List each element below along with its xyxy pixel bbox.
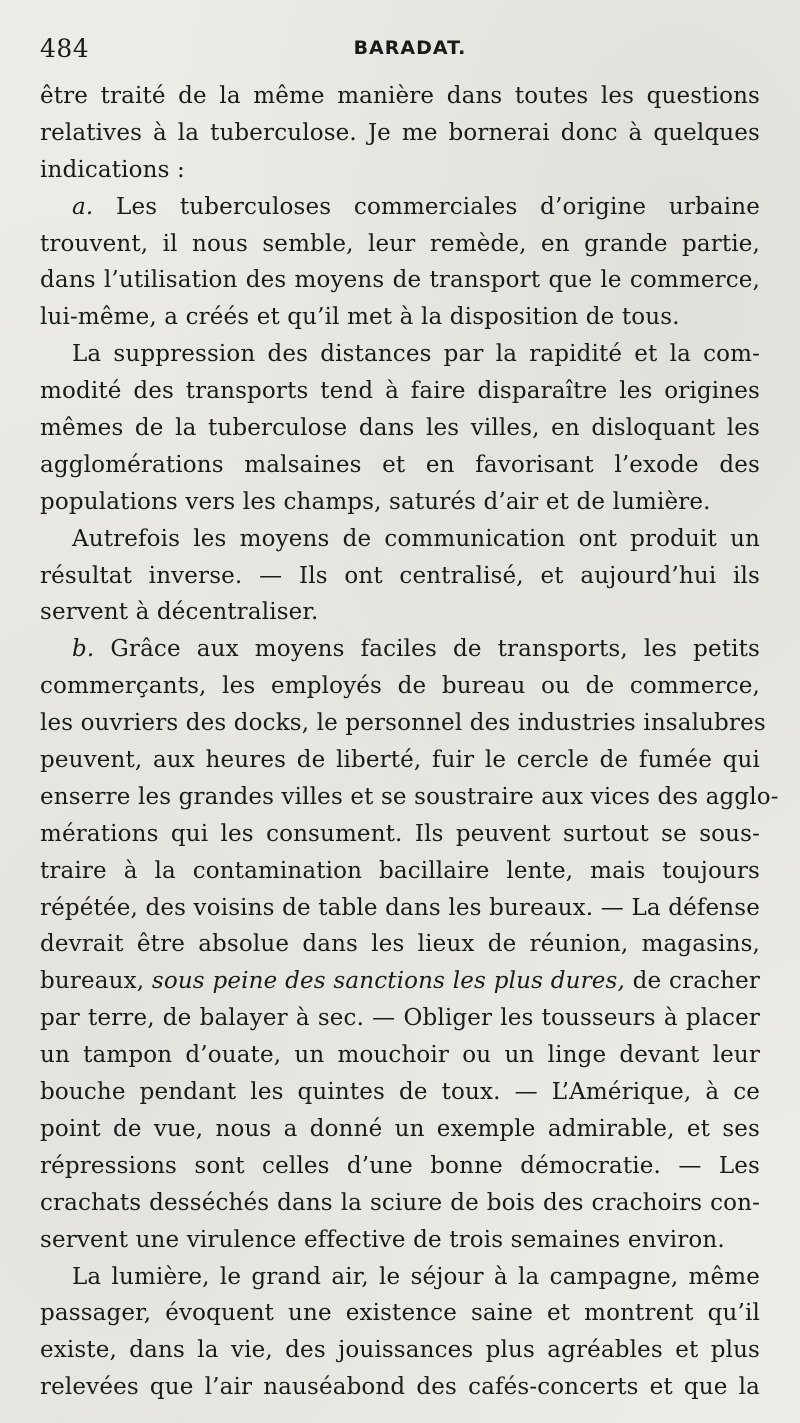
text-line: servent à décentraliser. [40,599,319,626]
list-marker: a. [72,193,94,220]
text-line: La suppression des distances par la rapidité et la com- [72,341,760,368]
text-line: point de vue, nous a donné un exemple admirable, et ses [40,1115,760,1142]
text-line: mérations qui les consument. Ils peuvent surtout se sous- [40,820,760,847]
text-line: être traité de la même manière dans toutes les questions [40,83,760,109]
text-line: traire à la contamination bacillaire lente, mais toujours [40,857,760,884]
text-line [40,963,760,1000]
text-line: passager, évoquent une existence saine et montrent qu’il [40,1300,760,1327]
text-line: crachats desséchés dans la sciure de bois des crachoirs con- [40,1189,760,1216]
body-text [40,78,779,1406]
text-line: trouvent, il nous semble, leur remède, en grande partie, [40,230,760,257]
text-line: par terre, de balayer à sec. — Obliger les tousseurs à placer [40,1005,760,1032]
text-line: enserre les grandes villes et se soustraire aux vices des agglo- [40,783,779,810]
text-line: bouche pendant les quintes de toux. — L’Amérique, à ce [40,1079,760,1106]
text-line: relatives à la tuberculose. Je me bornerai donc à quelques [40,119,760,146]
list-marker: b. [72,636,95,663]
text-line: modité des transports tend à faire disparaître les origines [40,378,760,405]
italic-phrase: sous peine des sanctions les plus dures, [151,968,625,995]
page-header [40,34,760,70]
text-line: peuvent, aux heures de liberté, fuir le cercle de fumée qui [40,747,760,774]
text-line: mêmes de la tuberculose dans les villes, en disloquant les [40,415,760,442]
text-line: résultat inverse. — Ils ont centralisé, et aujourd’hui ils [40,562,760,589]
text-line: La lumière, le grand air, le séjour à la campagne, même [72,1263,760,1290]
text-line: dans l’utilisation des moyens de transport que le commerce, [40,267,760,294]
text-line: existe, dans la vie, des jouissances plus agréables et plus [40,1337,760,1364]
text-line: agglomérations malsaines et en favorisant l’exode des [40,451,760,478]
text-line: devrait être absolue dans les lieux de réunion, magasins, [40,931,760,958]
text-line [40,189,760,226]
text-line: lui-même, a créés et qu’il met à la disposition de tous. [40,304,680,331]
text-segment: de cracher [624,968,760,995]
running-title: BARADAT. [353,37,467,59]
text-line [40,631,760,668]
text-line: les ouvriers des docks, le personnel des industries insalubres [40,710,766,737]
text-line: relevées que l’air nauséabond des cafés-concerts et que la [40,1374,760,1401]
text-segment: Grâce aux moyens faciles de transports, les petits [94,636,760,663]
text-line: servent une virulence effective de trois semaines environ. [40,1226,725,1253]
text-line: populations vers les champs, saturés d’air et de lumière. [40,488,711,515]
text-line: répressions sont celles d’une bonne démocratie. — Les [40,1152,760,1179]
text-line: indications : [40,156,185,183]
text-line: répétée, des voisins de table dans les bureaux. — La défense [40,894,760,921]
text-segment: Les tuberculoses commerciales d’origine urbaine [93,193,760,220]
text-line: commerçants, les employés de bureau ou de commerce, [40,673,760,700]
text-line: un tampon d’ouate, un mouchoir ou un linge devant leur [40,1042,760,1069]
text-segment: bureaux, [40,968,152,995]
text-line: Autrefois les moyens de communication ont produit un [72,525,760,552]
page-number: 484 [40,34,90,63]
